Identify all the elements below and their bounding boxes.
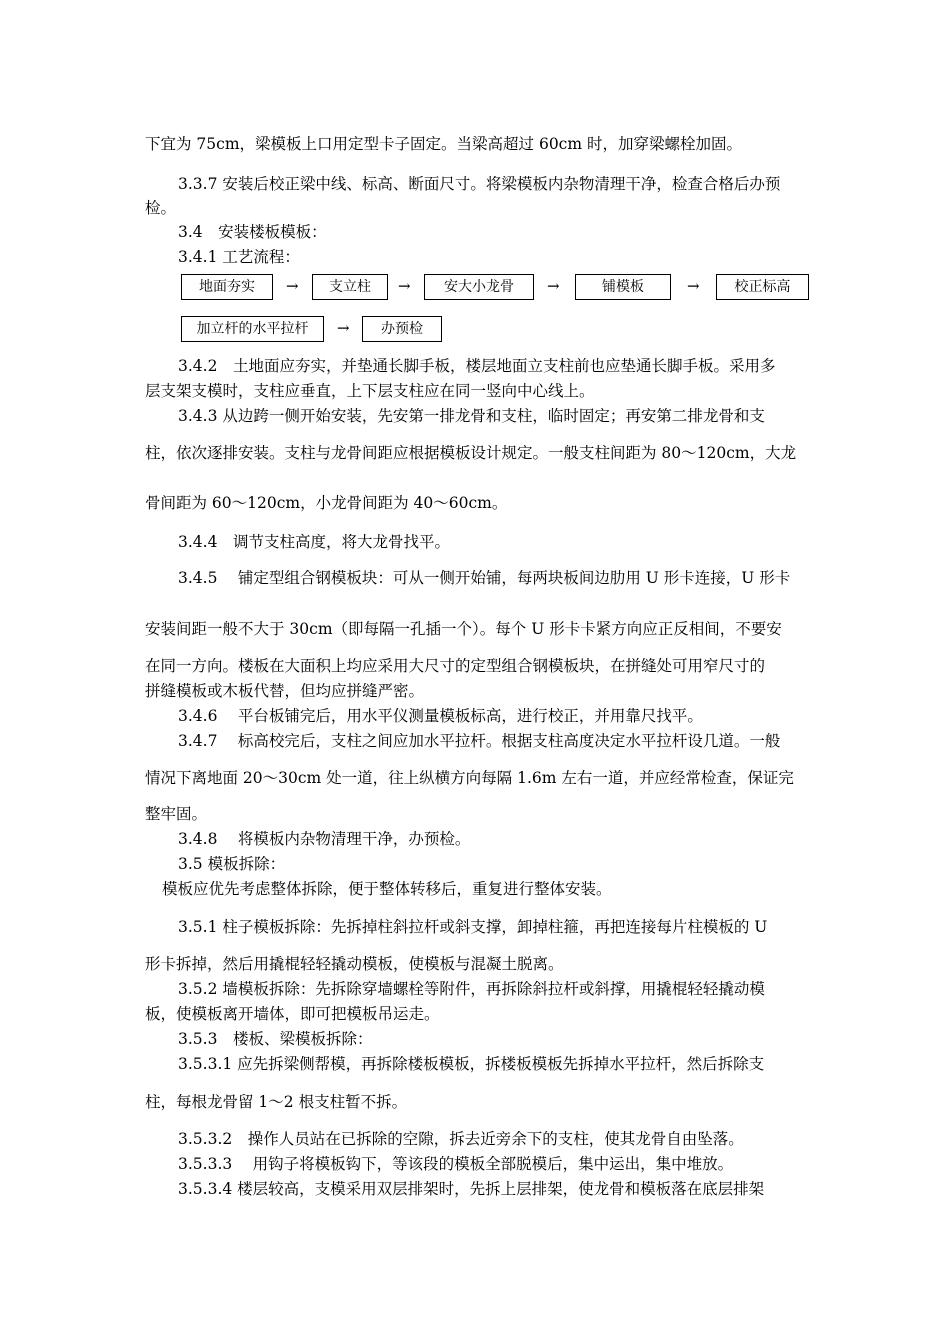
text-line: 柱，依次逐排安装。支柱与龙骨间距应根据模板设计规定。一般支柱间距为 80～120cm，大龙 xyxy=(145,444,797,462)
text-line: 拼缝模板或木板代替，但均应拼缝严密。 xyxy=(145,682,425,700)
text-line: 形卡拆掉，然后用撬棍轻轻撬动模板，使模板与混凝土脱离。 xyxy=(145,955,564,973)
text-line: 3.4.3 从边跨一侧开始安装，先安第一排龙骨和支柱，临时固定；再安第二排龙骨和支 xyxy=(178,407,765,425)
text-line: 3.5.3.2 操作人员站在已拆除的空隙，拆去近旁余下的支柱，使其龙骨自由坠落。 xyxy=(178,1130,744,1148)
text-line: 柱，每根龙骨留 1～2 根支柱暂不拆。 xyxy=(145,1093,408,1111)
text-line: 3.4.5 铺定型组合钢模板块：可从一侧开始铺，每两块板间边肋用 U 形卡连接，U 形卡 xyxy=(178,569,791,587)
text-line: 3.4.7 标高校完后，支柱之间应加水平拉杆。根据支柱高度决定水平拉杆设几道。一般 xyxy=(178,732,781,750)
flow-step: 地面夯实 xyxy=(181,274,273,300)
text-line: 3.3.7 安装后校正梁中线、标高、断面尺寸。将梁模板内杂物清理干净，检查合格后办预 xyxy=(178,175,781,193)
text-line: 安装间距一般不大于 30cm（即每隔一孔插一个）。每个 U 形卡卡紧方向应正反相间，不要安 xyxy=(145,620,782,638)
text-line: 3.5.3 楼板、梁模板拆除： xyxy=(178,1030,373,1048)
flow-step: 支立柱 xyxy=(312,274,388,300)
text-line: 模板应优先考虑整体拆除，便于整体转移后，重复进行整体安装。 xyxy=(162,880,612,898)
text-line: 在同一方向。楼板在大面积上均应采用大尺寸的定型组合钢模板块，在拼缝处可用窄尺寸的 xyxy=(145,657,766,675)
text-line: 3.4.4 调节支柱高度，将大龙骨找平。 xyxy=(178,533,450,551)
text-line: 3.4.8 将模板内杂物清理干净，办预检。 xyxy=(178,830,471,848)
flow-arrow: → xyxy=(687,277,700,295)
text-line: 3.5.2 墙模板拆除：先拆除穿墙螺栓等附件，再拆除斜拉杆或斜撑，用撬棍轻轻撬动模 xyxy=(178,980,765,998)
text-line: 3.5.3.1 应先拆梁侧帮模，再拆除楼板模板，拆楼板模板先拆掉水平拉杆，然后拆除支 xyxy=(178,1055,765,1073)
flow-arrow: → xyxy=(547,277,560,295)
flow-step: 铺模板 xyxy=(575,274,671,300)
text-line: 检。 xyxy=(145,199,177,217)
text-line: 3.5.1 柱子模板拆除：先拆掉柱斜拉杆或斜支撑，卸掉柱箍，再把连接每片柱模板的 U xyxy=(178,918,768,936)
text-line: 3.5.3.3 用钩子将模板钩下，等该段的模板全部脱模后，集中运出，集中堆放。 xyxy=(178,1155,734,1173)
flow-arrow: → xyxy=(286,277,299,295)
text-line: 3.4.1 工艺流程： xyxy=(178,248,300,266)
flow-step: 加立杆的水平拉杆 xyxy=(181,316,324,342)
text-line: 情况下离地面 20～30cm 处一道，往上纵横方向每隔 1.6m 左右一道，并应经常检查，保证完 xyxy=(145,769,794,787)
text-line: 骨间距为 60～120cm，小龙骨间距为 40～60cm。 xyxy=(145,494,508,512)
text-line: 3.4.6 平台板铺完后，用水平仪测量模板标高，进行校正，并用靠尺找平。 xyxy=(178,707,703,725)
text-line: 3.4 安装楼板模板： xyxy=(178,223,327,241)
text-line: 3.5.3.4 楼层较高，支模采用双层排架时，先拆上层排架，使龙骨和模板落在底层排架 xyxy=(178,1180,765,1198)
flow-arrow: → xyxy=(337,319,350,337)
text-line: 层支架支模时，支柱应垂直，上下层支柱应在同一竖向中心线上。 xyxy=(145,382,595,400)
flow-step: 校正标高 xyxy=(716,274,809,300)
flow-step: 安大小龙骨 xyxy=(424,274,534,300)
text-line: 下宜为 75cm，梁模板上口用定型卡子固定。当梁高超过 60cm 时，加穿梁螺栓加固。 xyxy=(145,135,742,153)
text-line: 3.5 模板拆除： xyxy=(178,855,286,873)
text-line: 整牢固。 xyxy=(145,805,208,823)
flow-step: 办预检 xyxy=(362,316,442,342)
flow-arrow: → xyxy=(398,277,411,295)
text-line: 3.4.2 土地面应夯实，并垫通长脚手板，楼层地面立支柱前也应垫通长脚手板。采用多 xyxy=(178,357,776,375)
text-line: 板，使模板离开墙体，即可把模板吊运走。 xyxy=(145,1005,440,1023)
